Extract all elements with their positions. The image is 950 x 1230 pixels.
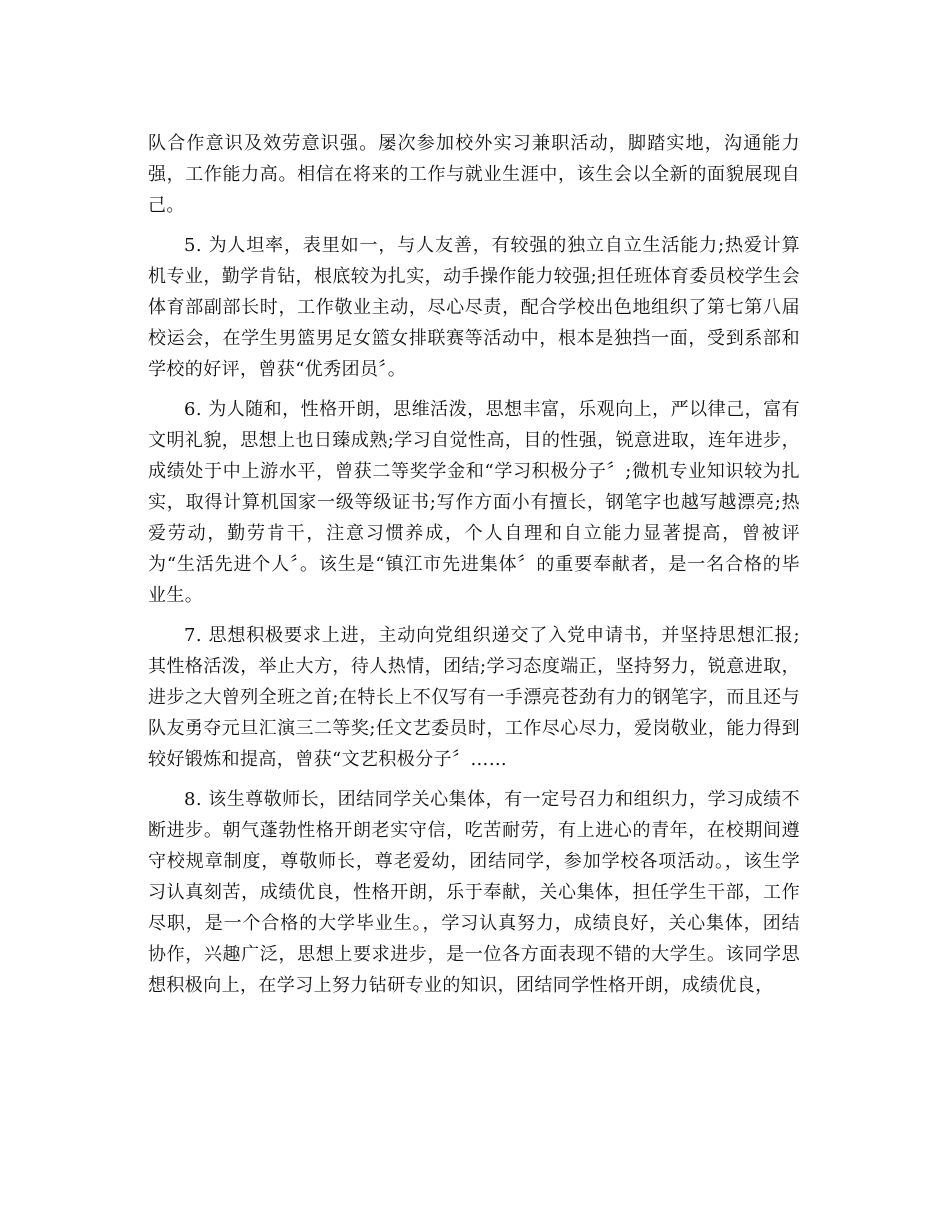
paragraph-item-6: 6. 为人随和，性格开朗，思维活泼，思想丰富，乐观向上，严以律己，富有文明礼貌，思想上也日臻成熟;学习自觉性高，目的性强，锐意进取，连年进步，成绩处于中上游水平，曾获二等奖学金和“学习积极分子〞;微机专业知识较为扎实，取得计算机国家一级等级证书;写作方面小有擅长，钢笔字也越写越漂亮;热爱劳动，勤劳肯干，注意习惯养成，个人自理和自立能力显著提高，曾被评为“生活先进个人〞。该生是“镇江市先进集体〞的重要奉献者，是一名合格的毕业生。	[148, 399, 800, 606]
document-body	[148, 128, 800, 1001]
paragraph-item-7: 7. 思想积极要求上进，主动向党组织递交了入党申请书，并坚持思想汇报;其性格活泼，举止大方，待人热情，团结;学习态度端正，坚持努力，锐意进取，进步之大曾列全班之首;在特长上不仅写有一手漂亮苍劲有力的钢笔字，而且还与队友勇夺元旦汇演三二等奖;任文艺委员时，工作尽心尽力，爱岗敬业，能力得到较好锻炼和提高，曾获“文艺积极分子〞……	[148, 625, 800, 770]
paragraph-item-8: 8. 该生尊敬师长，团结同学关心集体，有一定号召力和组织力，学习成绩不断进步。朝气蓬勃性格开朗老实守信，吃苦耐劳，有上进心的青年，在校期间遵守校规章制度，尊敬师长，尊老爱幼，团结同学，参加学校各项活动。，该生学习认真刻苦，成绩优良，性格开朗，乐于奉献，关心集体，担任学生干部，工作尽职，是一个合格的大学毕业生。，学习认真努力，成绩良好，关心集体，团结协作，兴趣广泛，思想上要求进步，是一位各方面表现不错的大学生。该同学思想积极向上，在学习上努力钻研专业的知识，团结同学性格开朗，成绩优良，	[148, 789, 800, 996]
paragraph-item-5: 5. 为人坦率，表里如一，与人友善，有较强的独立自立生活能力;热爱计算机专业，勤学肯钻，根底较为扎实，动手操作能力较强;担任班体育委员校学生会体育部副部长时，工作敬业主动，尽心尽责，配合学校出色地组织了第七第八届校运会，在学生男篮男足女篮女排联赛等活动中，根本是独挡一面，受到系部和学校的好评，曾获“优秀团员〞。	[148, 235, 800, 380]
paragraph-continued: 队合作意识及效劳意识强。屡次参加校外实习兼职活动，脚踏实地，沟通能力强，工作能力高。相信在将来的工作与就业生涯中，该生会以全新的面貌展现自己。	[148, 133, 800, 216]
